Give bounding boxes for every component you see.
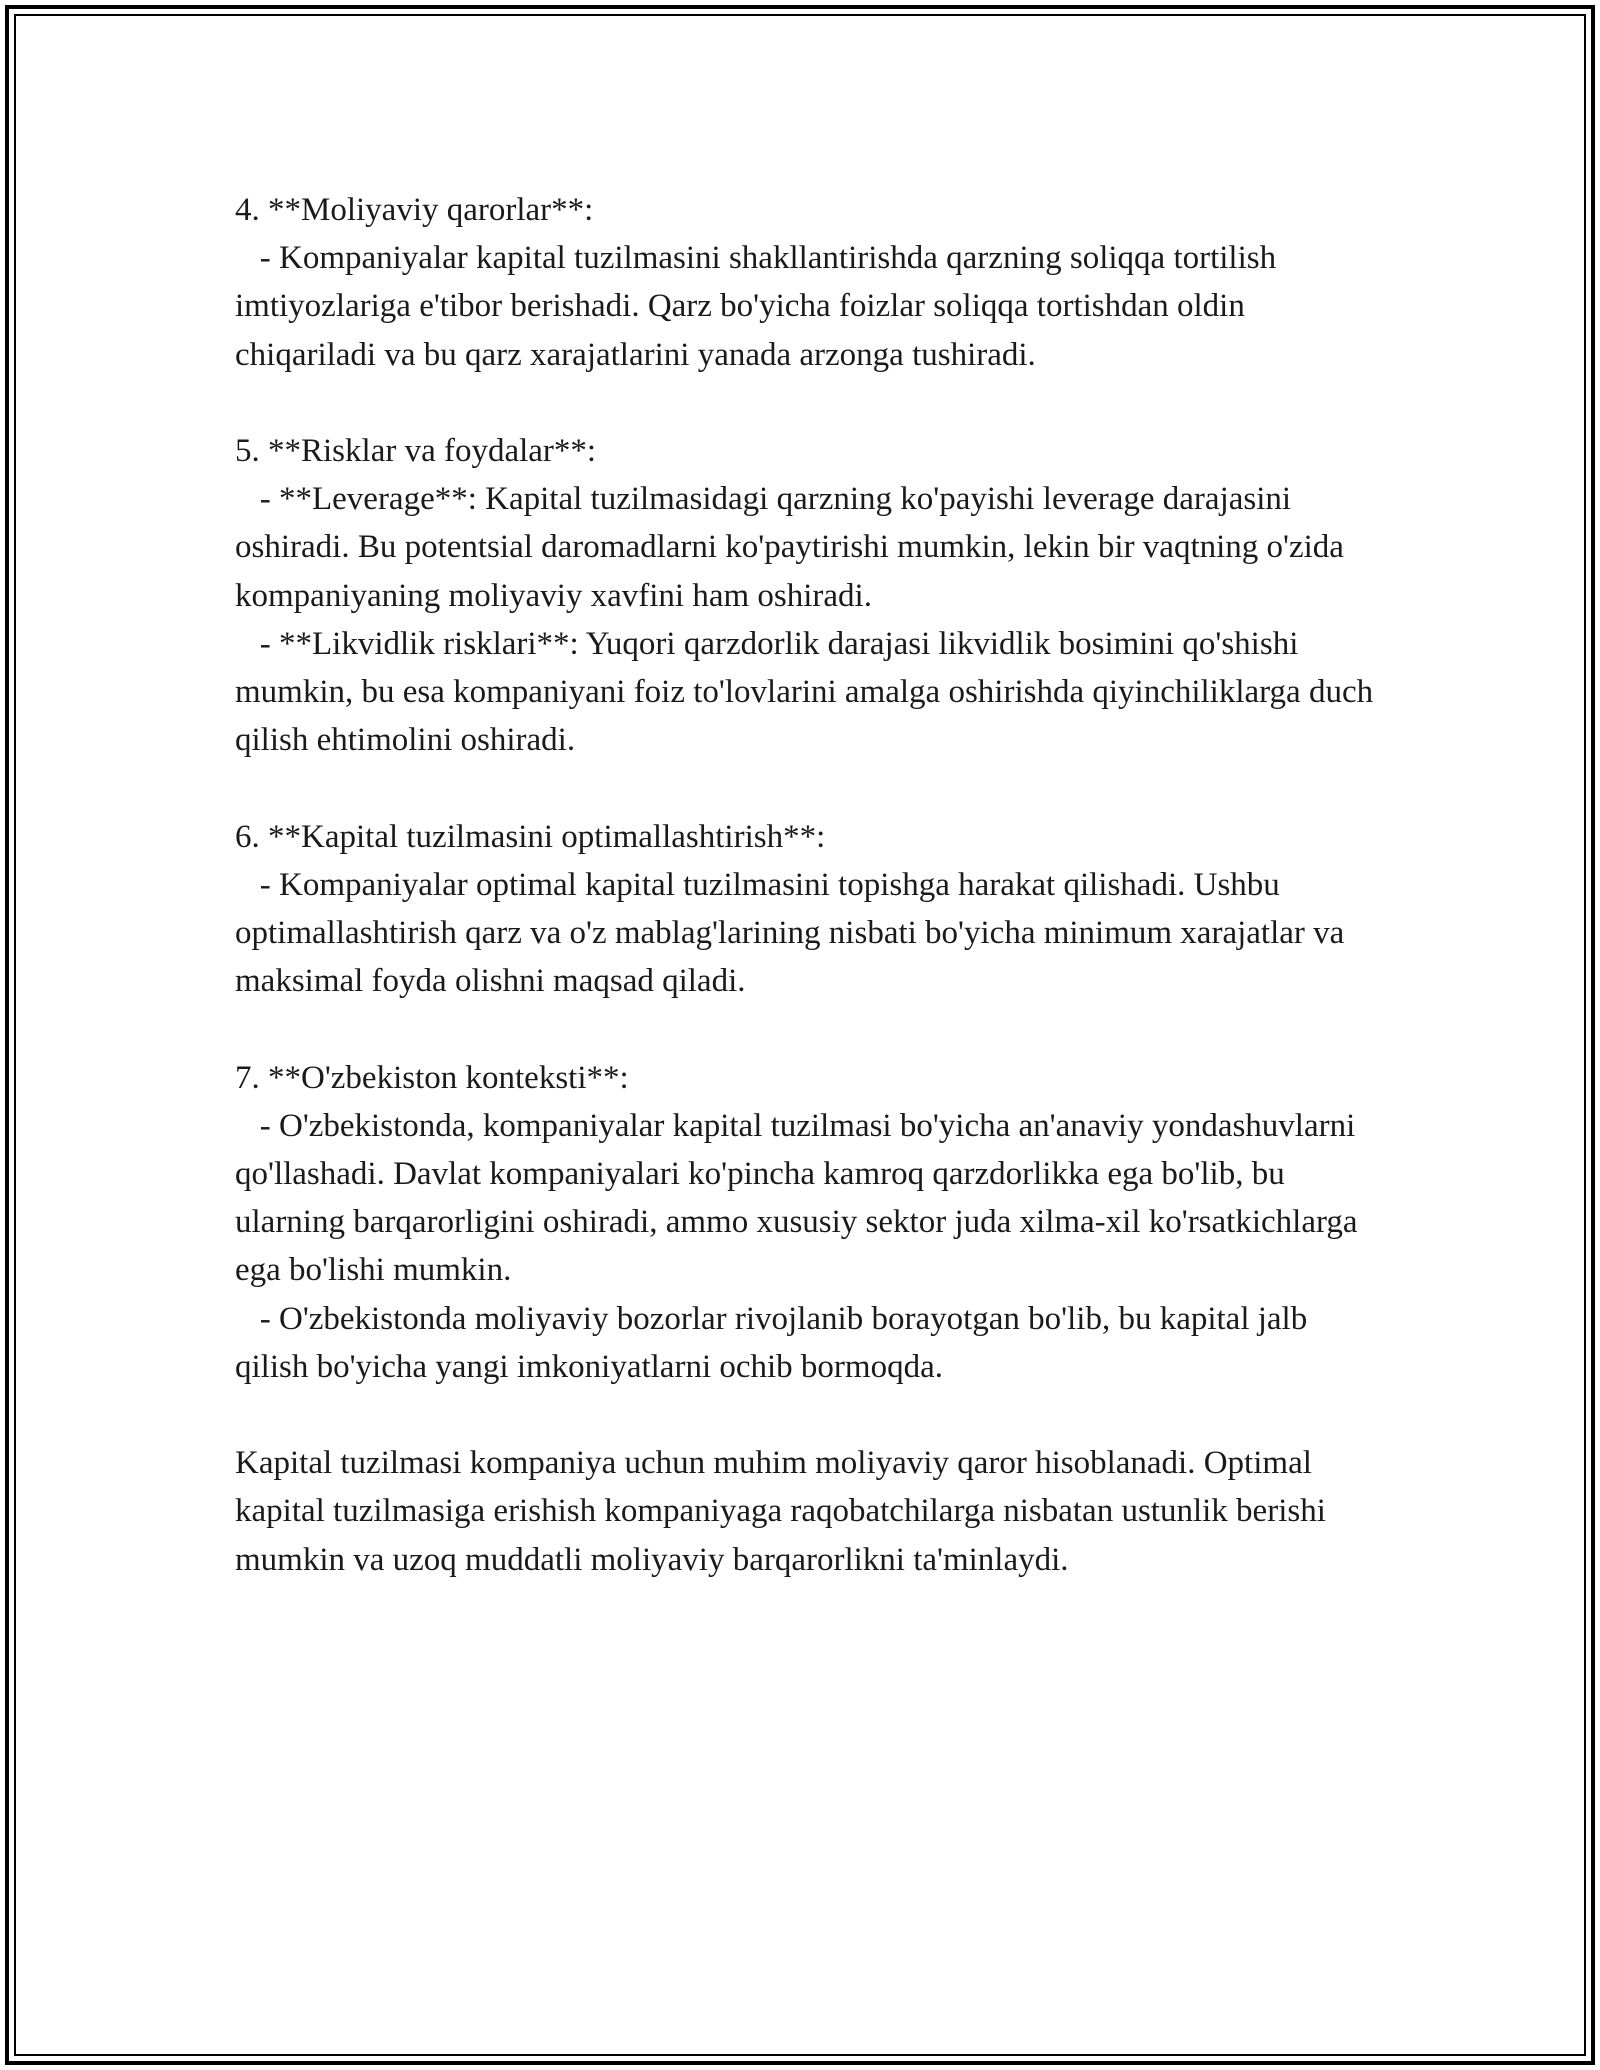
section-4-heading: 4. **Moliyaviy qarorlar**: <box>235 192 594 228</box>
section-5-item-1: - **Leverage**: Kapital tuzilmasidagi qarzning ko'payishi leverage darajasini oshiradi. Bu potentsial daromadlarni ko'paytirishi mumkin, lekin bir vaqtning o'zida kompaniyaning moliyaviy xavfini ham oshiradi. <box>235 481 1353 614</box>
section-5-item-2: - **Likvidlik risklari**: Yuqori qarzdorlik darajasi likvidlik bosimini qo'shishi mumkin, bu esa kompaniyani foiz to'lovlarini amalga oshirishda qiyinchiliklarga duch qilish ehtimolini oshiradi. <box>235 625 1382 759</box>
section-6-heading: 6. **Kapital tuzilmasini optimallashtirish**: <box>235 818 826 855</box>
section-7-item-1: - O'zbekistonda, kompaniyalar kapital tuzilmasi bo'yicha an'anaviy yondashuvlarni qo'llashadi. Davlat kompaniyalari ko'pincha kamroq qarzdorlikka ega bo'lib, bu ularning barqarorligini oshiradi, ammo xususiy sektor juda xilma-xil ko'rsatkichlarga ega bo'lishi mumkin. <box>235 1107 1366 1289</box>
document-body <box>235 186 1385 1584</box>
paragraph-gap <box>235 764 1385 812</box>
section-6-item-1: - Kompaniyalar optimal kapital tuzilmasini topishga harakat qilishadi. Ushbu optimallashtirish qarz va o'z mablag'larining nisbati bo'yicha minimum xarajatlar va maksimal foyda olishni maqsad qiladi. <box>235 866 1353 1000</box>
section-4-item-1: - Kompaniyalar kapital tuzilmasini shakllantirishda qarzning soliqqa tortilish imtiyozlariga e'tibor berishadi. Qarz bo'yicha foizlar soliqqa tortishdan oldin chiqariladi va bu qarz xarajatlarini yanada arzonga tushiradi. <box>235 240 1285 373</box>
paragraph-gap <box>235 379 1385 427</box>
section-7-heading: 7. **O'zbekiston konteksti**: <box>235 1059 629 1096</box>
section-5-heading: 5. **Risklar va foydalar**: <box>235 433 597 469</box>
paragraph-gap <box>235 1391 1385 1439</box>
conclusion-paragraph: Kapital tuzilmasi kompaniya uchun muhim moliyaviy qaror hisoblanadi. Optimal kapital tuzilmasiga erishish kompaniyaga raqobatchilarga nisbatan ustunlik berishi mumkin va uzoq muddatli moliyaviy barqarorlikni ta'minlaydi. <box>235 1445 1335 1578</box>
section-7-item-2: - O'zbekistonda moliyaviy bozorlar rivojlanib borayotgan bo'lib, bu kapital jalb qilish bo'yicha yangi imkoniyatlarni ochib bormoqda. <box>235 1300 1316 1385</box>
paragraph-gap <box>235 1005 1385 1053</box>
